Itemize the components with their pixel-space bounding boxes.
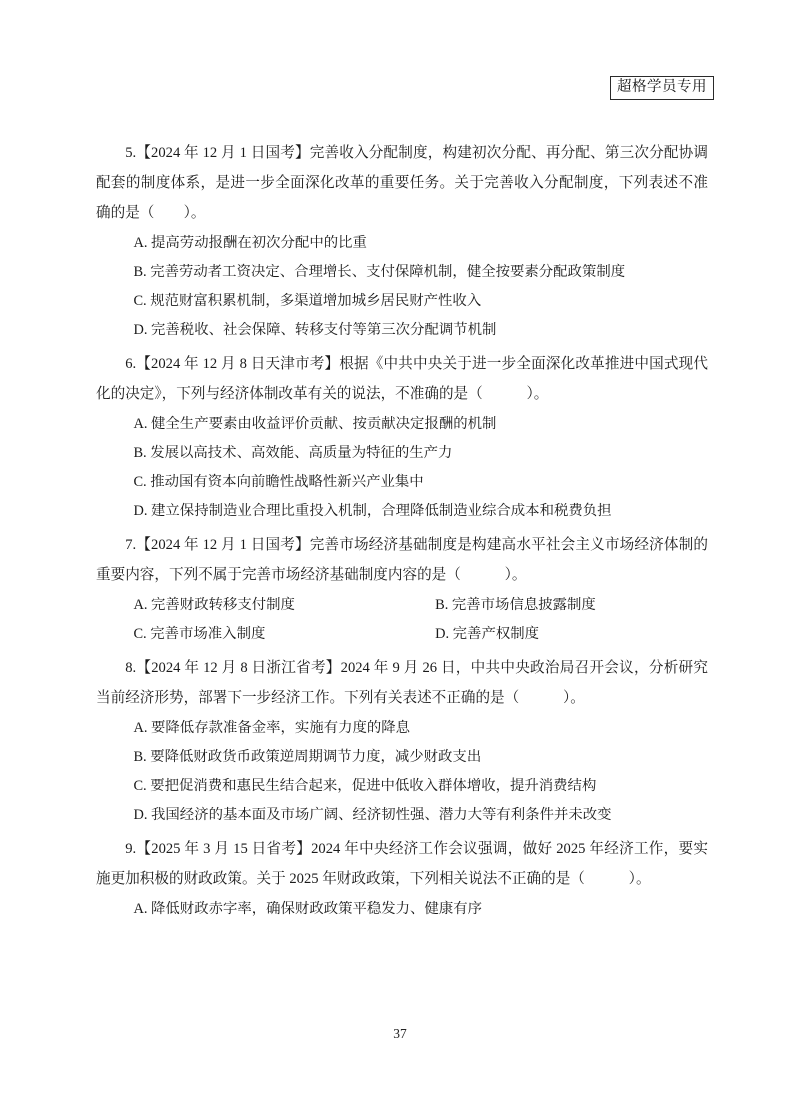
- question-block: [96, 138, 708, 345]
- question-stem: 5.【2024 年 12 月 1 日国考】完善收入分配制度，构建初次分配、再分配、第三次分配协调配套的制度体系，是进一步全面深化改革的重要任务。关于完善收入分配制度，下列表述不准确的是（ ）。: [96, 145, 708, 221]
- option-item: B. 发展以高技术、高效能、高质量为特征的生产力: [133, 445, 453, 461]
- option-item: B. 完善市场信息披露制度: [435, 597, 596, 613]
- question-stem: 7.【2024 年 12 月 1 日国考】完善市场经济基础制度是构建高水平社会主义市场经济体制的重要内容，下列不属于完善市场经济基础制度内容的是（ ）。: [96, 537, 708, 583]
- option-item: B. 完善劳动者工资决定、合理增长、支付保障机制，健全按要素分配政策制度: [133, 264, 626, 280]
- question-block: [96, 834, 708, 924]
- option-item: C. 要把促消费和惠民生结合起来，促进中低收入群体增收，提升消费结构: [133, 778, 597, 794]
- option-item: A. 要降低存款准备金率，实施有力度的降息: [133, 720, 411, 736]
- option-row: [96, 591, 708, 620]
- option-item: D. 完善产权制度: [435, 626, 540, 642]
- question-block: [96, 349, 708, 526]
- page-content: [96, 138, 708, 928]
- option-item: D. 我国经济的基本面及市场广阔、经济韧性强、潜力大等有利条件并未改变: [133, 807, 612, 823]
- option-item: D. 建立保持制造业合理比重投入机制，合理降低制造业综合成本和税费负担: [133, 503, 612, 519]
- option-item: C. 完善市场准入制度: [133, 626, 266, 642]
- option-item: A. 提高劳动报酬在初次分配中的比重: [133, 235, 367, 251]
- option-item: A. 健全生产要素由收益评价贡献、按贡献决定报酬的机制: [133, 416, 497, 432]
- page-number: 37: [393, 1026, 407, 1041]
- question-block: [96, 530, 708, 649]
- question-stem: 6.【2024 年 12 月 8 日天津市考】根据《中共中央关于进一步全面深化改革推进中国式现代化的决定》，下列与经济体制改革有关的说法，不准确的是（ ）。: [96, 356, 708, 402]
- option-item: C. 推动国有资本向前瞻性战略性新兴产业集中: [133, 474, 424, 490]
- watermark-stamp: 超格学员专用: [610, 76, 714, 100]
- option-item: B. 要降低财政货币政策逆周期调节力度，减少财政支出: [133, 749, 482, 765]
- question-stem: 8.【2024 年 12 月 8 日浙江省考】2024 年 9 月 26 日，中共中央政治局召开会议，分析研究当前经济形势，部署下一步经济工作。下列有关表述不正确的是（ ）。: [96, 660, 708, 706]
- option-item: A. 完善财政转移支付制度: [133, 597, 295, 613]
- option-item: D. 完善税收、社会保障、转移支付等第三次分配调节机制: [133, 322, 497, 338]
- question-stem: 9.【2025 年 3 月 15 日省考】2024 年中央经济工作会议强调，做好 2025 年经济工作，要实施更加积极的财政政策。关于 2025 年财政政策，下列相关说法不正确的是（ ）。: [96, 841, 708, 887]
- option-row: [96, 620, 708, 649]
- option-item: A. 降低财政赤字率，确保财政政策平稳发力、健康有序: [133, 901, 483, 917]
- option-item: C. 规范财富积累机制，多渠道增加城乡居民财产性收入: [133, 293, 482, 309]
- question-block: [96, 653, 708, 830]
